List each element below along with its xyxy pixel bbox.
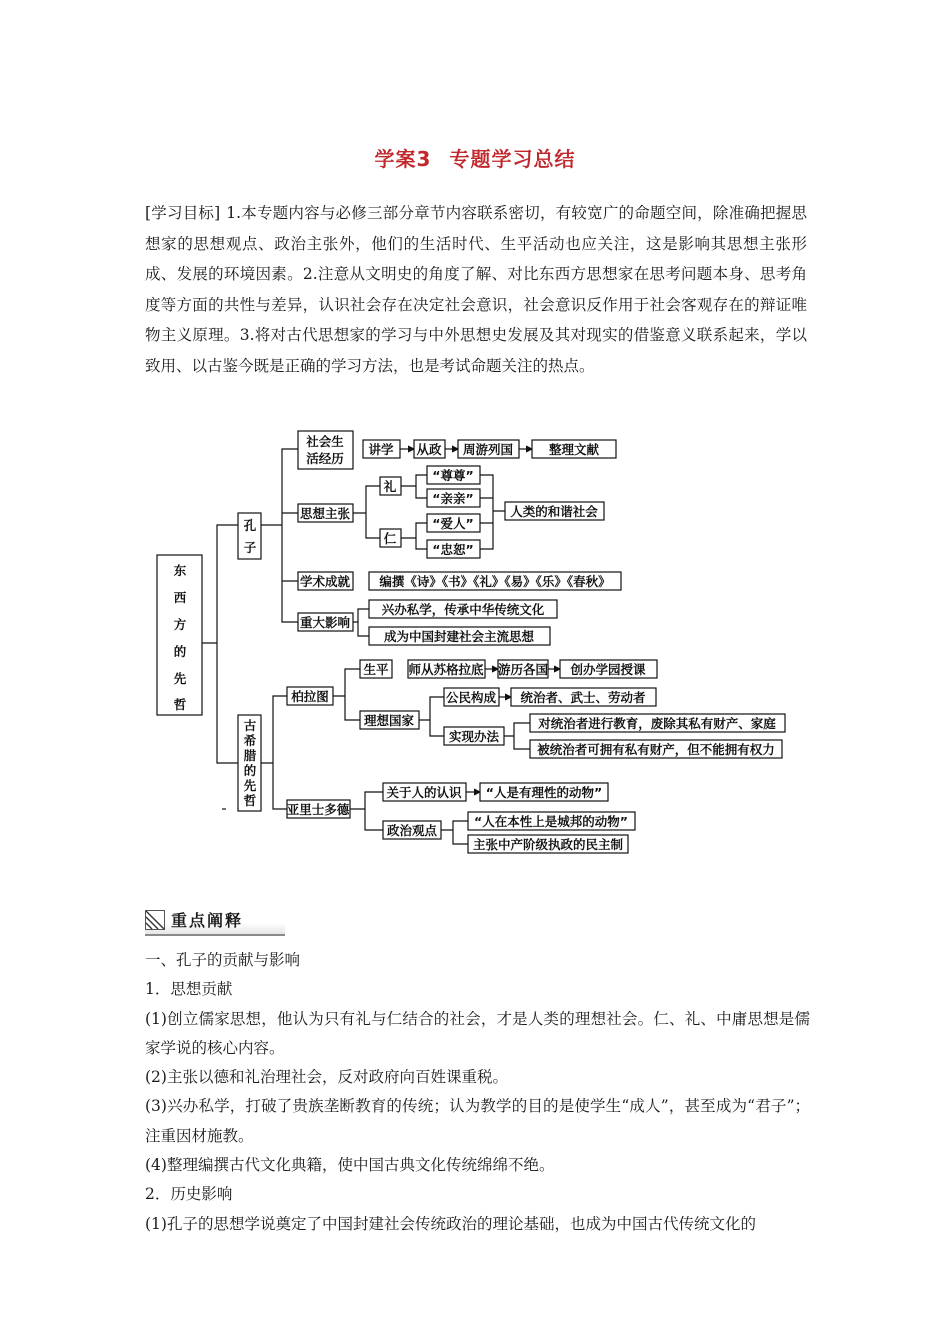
node-thought: 思想主张 xyxy=(299,506,351,521)
section-title: 重点阐释 xyxy=(171,911,244,930)
heading-confucius: 一、孔子的贡献与影响 xyxy=(145,951,301,969)
root-char: 西 xyxy=(173,590,187,605)
paragraph: (1)创立儒家思想，他认为只有礼与仁结合的社会，才是人类的理想社会。仁、礼、中庸思想是儒家学说的核心内容。 xyxy=(145,1009,810,1057)
node-life-label: 活经历 xyxy=(306,451,344,466)
plato-step: 创办学园授课 xyxy=(570,662,646,677)
node-li: 礼 xyxy=(383,479,397,494)
greece-char: 古 xyxy=(243,718,257,733)
node-ren: 仁 xyxy=(383,531,397,546)
key-explanations xyxy=(145,946,810,1239)
life-step: 周游列国 xyxy=(462,442,514,457)
node-citizens: 公民构成 xyxy=(445,690,497,705)
human-text: “人是有理性的动物” xyxy=(485,785,603,800)
node-academic: 学术成就 xyxy=(299,574,351,589)
page-title: 学案3 专题学习总结 xyxy=(374,147,576,171)
plato-step: 师从苏格拉底 xyxy=(408,662,484,677)
node-politics: 政治观点 xyxy=(386,823,438,838)
greece-char: 先 xyxy=(243,778,257,793)
academic-text: 编撰《诗》《书》《礼》《易》《乐》《春秋》 xyxy=(379,574,611,589)
node-plato-life: 生平 xyxy=(363,662,389,677)
politics-item: “人在本性上是城邦的动物” xyxy=(474,814,628,829)
paragraph: (2)主张以德和礼治理社会，反对政府向百姓课重税。 xyxy=(145,1068,508,1087)
li-item: “尊尊” xyxy=(432,468,474,483)
li-item: “亲亲” xyxy=(432,491,474,506)
method-item: 被统治者可拥有私有财产，但不能拥有权力 xyxy=(537,742,775,757)
root-char: 先 xyxy=(173,671,187,686)
node-life-label: 社会生 xyxy=(306,434,344,449)
paragraph: (3)兴办私学，打破了贵族垄断教育的传统；认为教学的目的是使学生“成人”，甚至成为“君子”；注重因材施教。 xyxy=(145,1097,810,1145)
impact-item: 兴办私学，传承中华传统文化 xyxy=(381,602,545,617)
node-harmony: 人类的和谐社会 xyxy=(510,504,598,519)
plato-step: 游历各国 xyxy=(497,662,549,677)
ren-item: “爱人” xyxy=(432,516,474,531)
citizens-text: 统治者、武士、劳动者 xyxy=(520,690,646,705)
objective-tag: [学习目标] xyxy=(145,204,221,222)
life-step: 讲学 xyxy=(368,442,394,457)
paragraph: (1)孔子的思想学说奠定了中国封建社会传统政治的理论基础，也成为中国古代传统文化的 xyxy=(145,1214,756,1233)
learning-objectives xyxy=(145,198,807,381)
confucius-char: 子 xyxy=(243,540,257,555)
root-char: 哲 xyxy=(173,697,187,712)
subheading: 1．思想贡献 xyxy=(145,980,233,999)
life-step: 从政 xyxy=(416,442,442,457)
politics-item: 主张中产阶级执政的民主制 xyxy=(472,837,624,852)
greece-char: 的 xyxy=(243,763,257,778)
node-human: 关于人的认识 xyxy=(386,785,462,800)
greece-char: 哲 xyxy=(243,793,257,808)
node-ideal-state: 理想国家 xyxy=(363,713,415,728)
root-char: 方 xyxy=(173,617,187,632)
concept-map xyxy=(140,425,800,865)
life-step: 整理文献 xyxy=(548,442,600,457)
ren-item: “忠恕” xyxy=(432,542,474,557)
node-method: 实现办法 xyxy=(448,729,500,744)
diagonal-stripe-icon xyxy=(145,910,165,930)
root-char: 的 xyxy=(173,644,187,659)
confucius-char: 孔 xyxy=(243,518,257,533)
root-char: 东 xyxy=(173,563,187,578)
greece-char: 希 xyxy=(243,733,257,748)
paragraph: (4)整理编撰古代文化典籍，使中国古典文化传统绵绵不绝。 xyxy=(145,1156,555,1175)
subheading: 2．历史影响 xyxy=(145,1185,233,1204)
node-impact: 重大影响 xyxy=(299,615,351,630)
node-aristotle: 亚里士多德 xyxy=(286,802,350,817)
method-item: 对统治者进行教育，废除其私有财产、家庭 xyxy=(538,716,776,731)
node-plato: 柏拉图 xyxy=(291,689,329,704)
impact-item: 成为中国封建社会主流思想 xyxy=(383,629,535,644)
objective-text: 1.本专题内容与必修三部分章节内容联系密切，有较宽广的命题空间，除准确把握思想家的思想观点、政治主张外，他们的生活时代、生平活动也应关注，这是影响其思想主张形成、发展的环境因素。2.注意从文明史的角度了解、对比东西方思想家在思考问题本身、思考角度等方面的共性与差异，认识社会存在决定社会意识，社会意识反作用于社会客观存在的辩证唯物主义原理。3.将对古代思想家的学习与中外思想史发展及其对现实的借鉴意义联系起来，学以致用、以古鉴今既是正确的学习方法，也是考试命题关注的热点。 xyxy=(145,204,807,375)
section-heading xyxy=(145,906,285,936)
greece-char: 腊 xyxy=(243,748,257,763)
